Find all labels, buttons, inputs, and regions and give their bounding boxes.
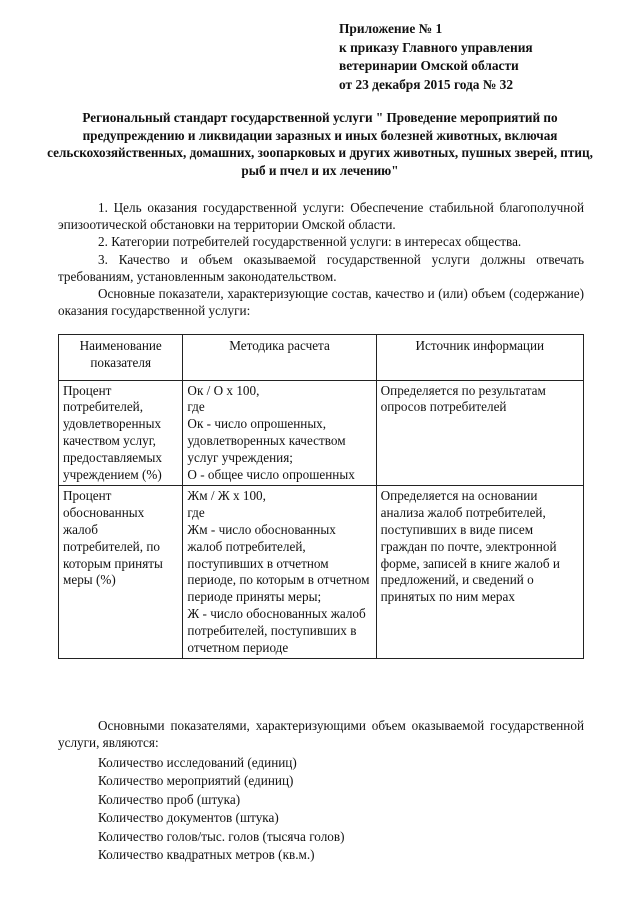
information-source-cell: Определяется на основании анализа жалоб потребителей, поступивших в виде писем граждан по почте, электронной форме, записей в книге жалоб и предложений, и сведений о принятых по ним мерах [376,486,583,659]
paragraph-quality: 3. Качество и объем оказываемой государственной услуги должны отвечать требованиям, установленным законодательством. [58,252,584,284]
header-calculation-method: Методика расчета [183,335,376,381]
header-indicator-name: Наименование показателя [59,335,183,381]
table-header-row [59,335,584,381]
indicator-name-cell: Процент потребителей, удовлетворенных качеством услуг, предоставляемых учреждением (%) [59,380,183,486]
indicators-table [58,334,584,659]
method-line: Ок - число опрошенных, удовлетворенных качеством услуг учреждения; [187,416,346,465]
paragraph-indicators-intro: Основные показатели, характеризующие состав, качество и (или) объем (содержание) оказания государственной услуги: [58,286,584,318]
method-line: где [187,399,205,415]
paragraph-goal: 1. Цель оказания государственной услуги: Обеспечение стабильной благополучной эпизоотической обстановки на территории Омской области. [58,200,584,232]
volume-indicators-list [98,754,345,864]
volume-indicators-intro: Основными показателями, характеризующими объем оказываемой государственной услуги, являются: [58,718,584,750]
list-item: Количество голов/тыс. голов (тысяча голов) [98,828,345,844]
method-line: Ок / О х 100, [187,382,260,398]
header-information-source: Источник информации [376,335,583,381]
table-row [59,486,584,659]
document-title: Региональный стандарт государственной услуги " Проведение мероприятий по предупреждению и ликвидации заразных и иных болезней животных, включая сельскохозяйственных, домашних, зоопарковых и других животных, пушных зверей, птиц, рыб и пчел и их лечению" [47,110,593,178]
list-item: Количество документов (штука) [98,810,279,826]
appendix-header [339,20,629,94]
appendix-line: ветеринарии Омской области [339,58,519,74]
method-line: О - общее число опрошенных [187,466,355,482]
table-row [59,380,584,486]
list-item: Количество исследований (единиц) [98,755,297,770]
calculation-method-cell [183,380,376,486]
appendix-line: от 23 декабря 2015 года № 32 [339,76,514,92]
paragraph-consumers: 2. Категории потребителей государственной услуги: в интересах общества. [98,234,522,249]
indicator-name-cell: Процент обоснованных жалоб потребителей, по которым приняты меры (%) [59,486,183,659]
method-line: Ж - число обоснованных жалоб потребителей, поступивших в отчетном периоде [187,605,366,655]
method-line: Жм - число обоснованных жалоб потребителей, поступивших в отчетном периоде, по которым в отчетном периоде приняты меры; [187,521,370,605]
information-source-cell: Определяется по результатам опросов потребителей [376,380,583,486]
method-line: где [187,505,205,521]
appendix-line: к приказу Главного управления [339,39,533,55]
list-item: Количество мероприятий (единиц) [98,773,294,789]
list-item: Количество проб (штука) [98,791,241,807]
calculation-method-cell [183,486,376,659]
appendix-line: Приложение № 1 [339,21,443,36]
method-line: Жм / Ж х 100, [187,488,266,504]
list-item: Количество квадратных метров (кв.м.) [98,847,315,863]
